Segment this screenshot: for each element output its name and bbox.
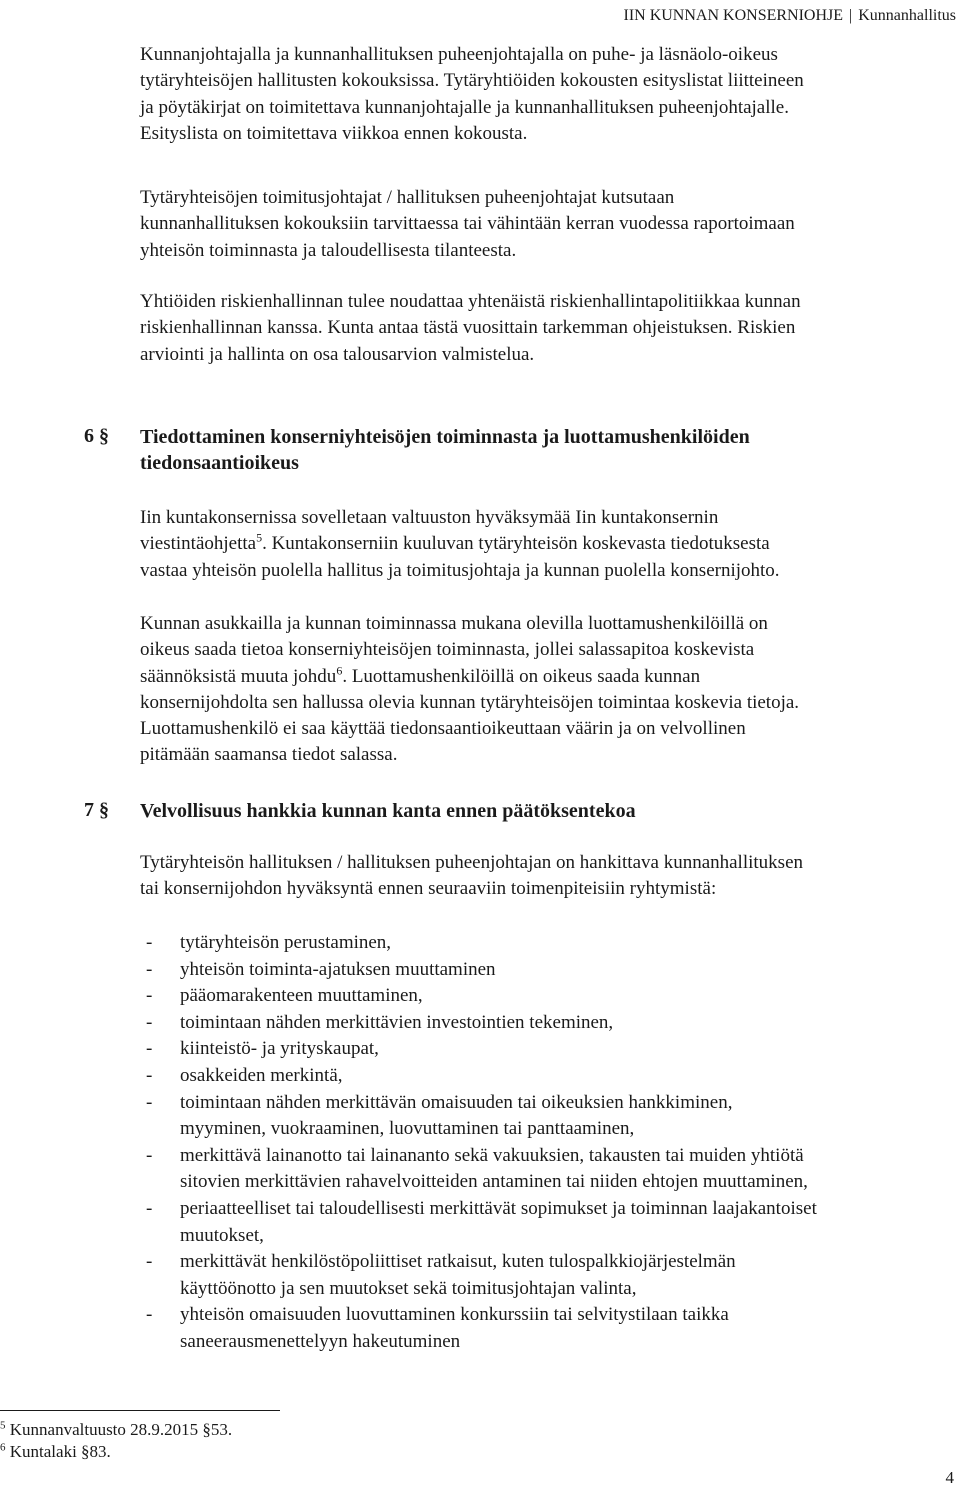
- paragraph-ceo-reporting: [140, 185, 795, 264]
- dash-bullet: -: [146, 985, 153, 1007]
- paragraph-approval-requirement: [140, 850, 803, 903]
- list-item: [146, 1036, 817, 1063]
- footnote-ref-6: 6: [336, 663, 343, 678]
- text-fragment: . Kuntakonserniin kuuluvan tytäryhteisön koskevasta tiedotuksesta: [262, 533, 770, 555]
- list-item: [146, 1249, 817, 1302]
- section-7-heading: Velvollisuus hankkia kunnan kanta ennen päätöksentekoa: [140, 800, 636, 822]
- footnote-6: [0, 1441, 232, 1463]
- text-line: ja pöytäkirjat on toimitettava kunnanjohtajalle ja kunnanhallituksen puheenjohtajalle.: [140, 96, 789, 118]
- footnote-text: Kuntalaki §83.: [9, 1442, 111, 1461]
- list-item: [146, 983, 817, 1010]
- dash-bullet: -: [146, 1091, 153, 1113]
- footnote-text: Kunnanvaltuusto 28.9.2015 §53.: [9, 1420, 233, 1439]
- dash-bullet: -: [146, 1064, 153, 1086]
- list-item-text: saneerausmenettelyyn hakeutuminen: [180, 1330, 461, 1352]
- text-fragment: viestintäohjetta: [140, 533, 257, 555]
- list-item: [146, 1010, 817, 1037]
- text-line: riskienhallinnan kanssa. Kunta antaa tästä vuosittain tarkemman ohjeistuksen. Riskien: [140, 317, 796, 339]
- list-item-text: periaatteelliset tai taloudellisesti merkittävät sopimukset ja toiminnan laajakantoiset: [180, 1197, 817, 1219]
- section-7-number: 7 §: [84, 799, 109, 821]
- page-number: 4: [945, 1468, 954, 1487]
- list-item: [146, 1143, 817, 1196]
- text-line: pitämään saamansa tiedot salassa.: [140, 744, 398, 766]
- text-line: Kunnan asukkailla ja kunnan toiminnassa mukana olevilla luottamushenkilöillä on: [140, 613, 768, 634]
- text-line: vastaa yhteisön puolella hallitus ja toimitusjohtaja ja kunnan puolella konsernijohto.: [140, 559, 780, 581]
- list-item: [146, 1063, 817, 1090]
- paragraph-risk-management: [140, 289, 801, 368]
- text-line: oikeus saada tietoa konserniyhteisöjen toiminnasta, jollei salassapitoa koskevista: [140, 639, 755, 661]
- list-item: [146, 1090, 817, 1143]
- text-line: Tytäryhteisön hallituksen / hallituksen puheenjohtajan on hankittava kunnanhallituksen: [140, 852, 803, 873]
- list-item-text: myyminen, vuokraaminen, luovuttaminen tai panttaaminen,: [180, 1118, 635, 1140]
- section-6-number: 6 §: [84, 425, 109, 447]
- heading-line: tiedonsaantioikeus: [140, 452, 299, 475]
- dash-bullet: -: [146, 958, 153, 980]
- list-item-text: tytäryhteisön perustaminen,: [180, 932, 392, 953]
- list-item: [146, 1302, 817, 1355]
- text-line: [140, 531, 780, 557]
- footnote-5: [0, 1419, 232, 1441]
- approval-measures-list: [146, 930, 817, 1356]
- text-line: Kunnanjohtajalla ja kunnanhallituksen puheenjohtajalla on puhe- ja läsnäolo-oikeus: [140, 44, 778, 65]
- footnote-divider: [0, 1410, 280, 1411]
- text-line: Yhtiöiden riskienhallinnan tulee noudattaa yhtenäistä riskienhallintapolitiikkaa kunnan: [140, 291, 801, 312]
- text-line: Luottamushenkilö ei saa käyttää tiedonsaantioikeuttaan väärin ja on velvollinen: [140, 718, 746, 740]
- text-line: tai konsernijohdon hyväksyntä ennen seuraaviin toimenpiteisiin ryhtymistä:: [140, 878, 717, 900]
- list-item-text: kiinteistö- ja yrityskaupat,: [180, 1038, 379, 1060]
- dash-bullet: -: [146, 1144, 153, 1166]
- footnotes: [0, 1419, 232, 1463]
- paragraph-attendance-rights: [140, 42, 804, 147]
- footnote-ref-5: 5: [256, 530, 263, 545]
- header-separator: |: [849, 7, 853, 24]
- running-header: [623, 6, 956, 26]
- list-item: [146, 957, 817, 984]
- list-item-text: toimintaan nähden merkittävien investointien tekeminen,: [180, 1011, 614, 1033]
- header-section: Kunnanhallitus: [858, 7, 956, 24]
- dash-bullet: -: [146, 932, 153, 953]
- footnote-mark: 5: [0, 1419, 6, 1432]
- header-document-title: IIN KUNNAN KONSERNIOHJE: [623, 7, 844, 24]
- text-line: [140, 664, 799, 690]
- list-item-text: merkittävä lainanotto tai lainananto sekä vakuuksien, takausten tai muiden yhtiötä: [180, 1144, 804, 1166]
- text-line: Iin kuntakonsernissa sovelletaan valtuuston hyväksymää Iin kuntakonsernin: [140, 507, 719, 528]
- heading-line: Tiedottaminen konserniyhteisöjen toiminnasta ja luottamushenkilöiden: [140, 426, 750, 448]
- dash-bullet: -: [146, 1038, 153, 1060]
- list-item-text: osakkeiden merkintä,: [180, 1064, 343, 1086]
- list-item-text: yhteisön toiminta-ajatuksen muuttaminen: [180, 958, 496, 980]
- dash-bullet: -: [146, 1011, 153, 1033]
- text-line: Tytäryhteisöjen toimitusjohtajat / hallituksen puheenjohtajat kutsutaan: [140, 187, 675, 208]
- section-6-heading: [140, 424, 750, 477]
- list-item-text: toimintaan nähden merkittävän omaisuuden tai oikeuksien hankkiminen,: [180, 1091, 733, 1113]
- footnote-mark: 6: [0, 1441, 6, 1454]
- text-line: arviointi ja hallinta on osa talousarvion valmistelua.: [140, 343, 535, 365]
- list-item-text: merkittävät henkilöstöpoliittiset ratkaisut, kuten tulospalkkiojärjestelmän: [180, 1251, 736, 1273]
- dash-bullet: -: [146, 1304, 153, 1326]
- text-fragment: säännöksistä muuta johdu: [140, 665, 337, 687]
- text-fragment: . Luottamushenkilöillä on oikeus saada kunnan: [342, 665, 701, 687]
- dash-bullet: -: [146, 1251, 153, 1273]
- list-item-text: muutokset,: [180, 1224, 264, 1246]
- dash-bullet: -: [146, 1197, 153, 1219]
- text-line: tytäryhteisöjen hallitusten kokouksissa. Tytäryhtiöiden kokousten esityslistat liitteineen: [140, 70, 804, 92]
- list-item: [146, 930, 817, 957]
- list-item: [146, 1196, 817, 1249]
- list-item-text: pääomarakenteen muuttaminen,: [180, 985, 423, 1007]
- paragraph-trustee-information-rights: [140, 611, 799, 769]
- list-item-text: yhteisön omaisuuden luovuttaminen konkurssiin tai selvitystilaan taikka: [180, 1304, 729, 1326]
- text-line: Esityslista on toimitettava viikkoa ennen kokousta.: [140, 122, 528, 144]
- text-line: yhteisön toiminnasta ja taloudellisesta tilanteesta.: [140, 239, 517, 261]
- text-line: kunnanhallituksen kokouksiin tarvittaessa tai vähintään kerran vuodessa raportoimaan: [140, 213, 795, 235]
- list-item-text: käyttöönotto ja sen muutokset sekä toimitusjohtajan valinta,: [180, 1277, 637, 1299]
- list-item-text: sitovien merkittävien rahavelvoitteiden antaminen tai niiden ehtojen muuttaminen,: [180, 1171, 808, 1193]
- text-line: konsernijohdolta sen hallussa olevia kunnan tytäryhteisöjen toimintaa koskevia tietoja.: [140, 691, 800, 713]
- paragraph-communication-guideline: [140, 505, 780, 584]
